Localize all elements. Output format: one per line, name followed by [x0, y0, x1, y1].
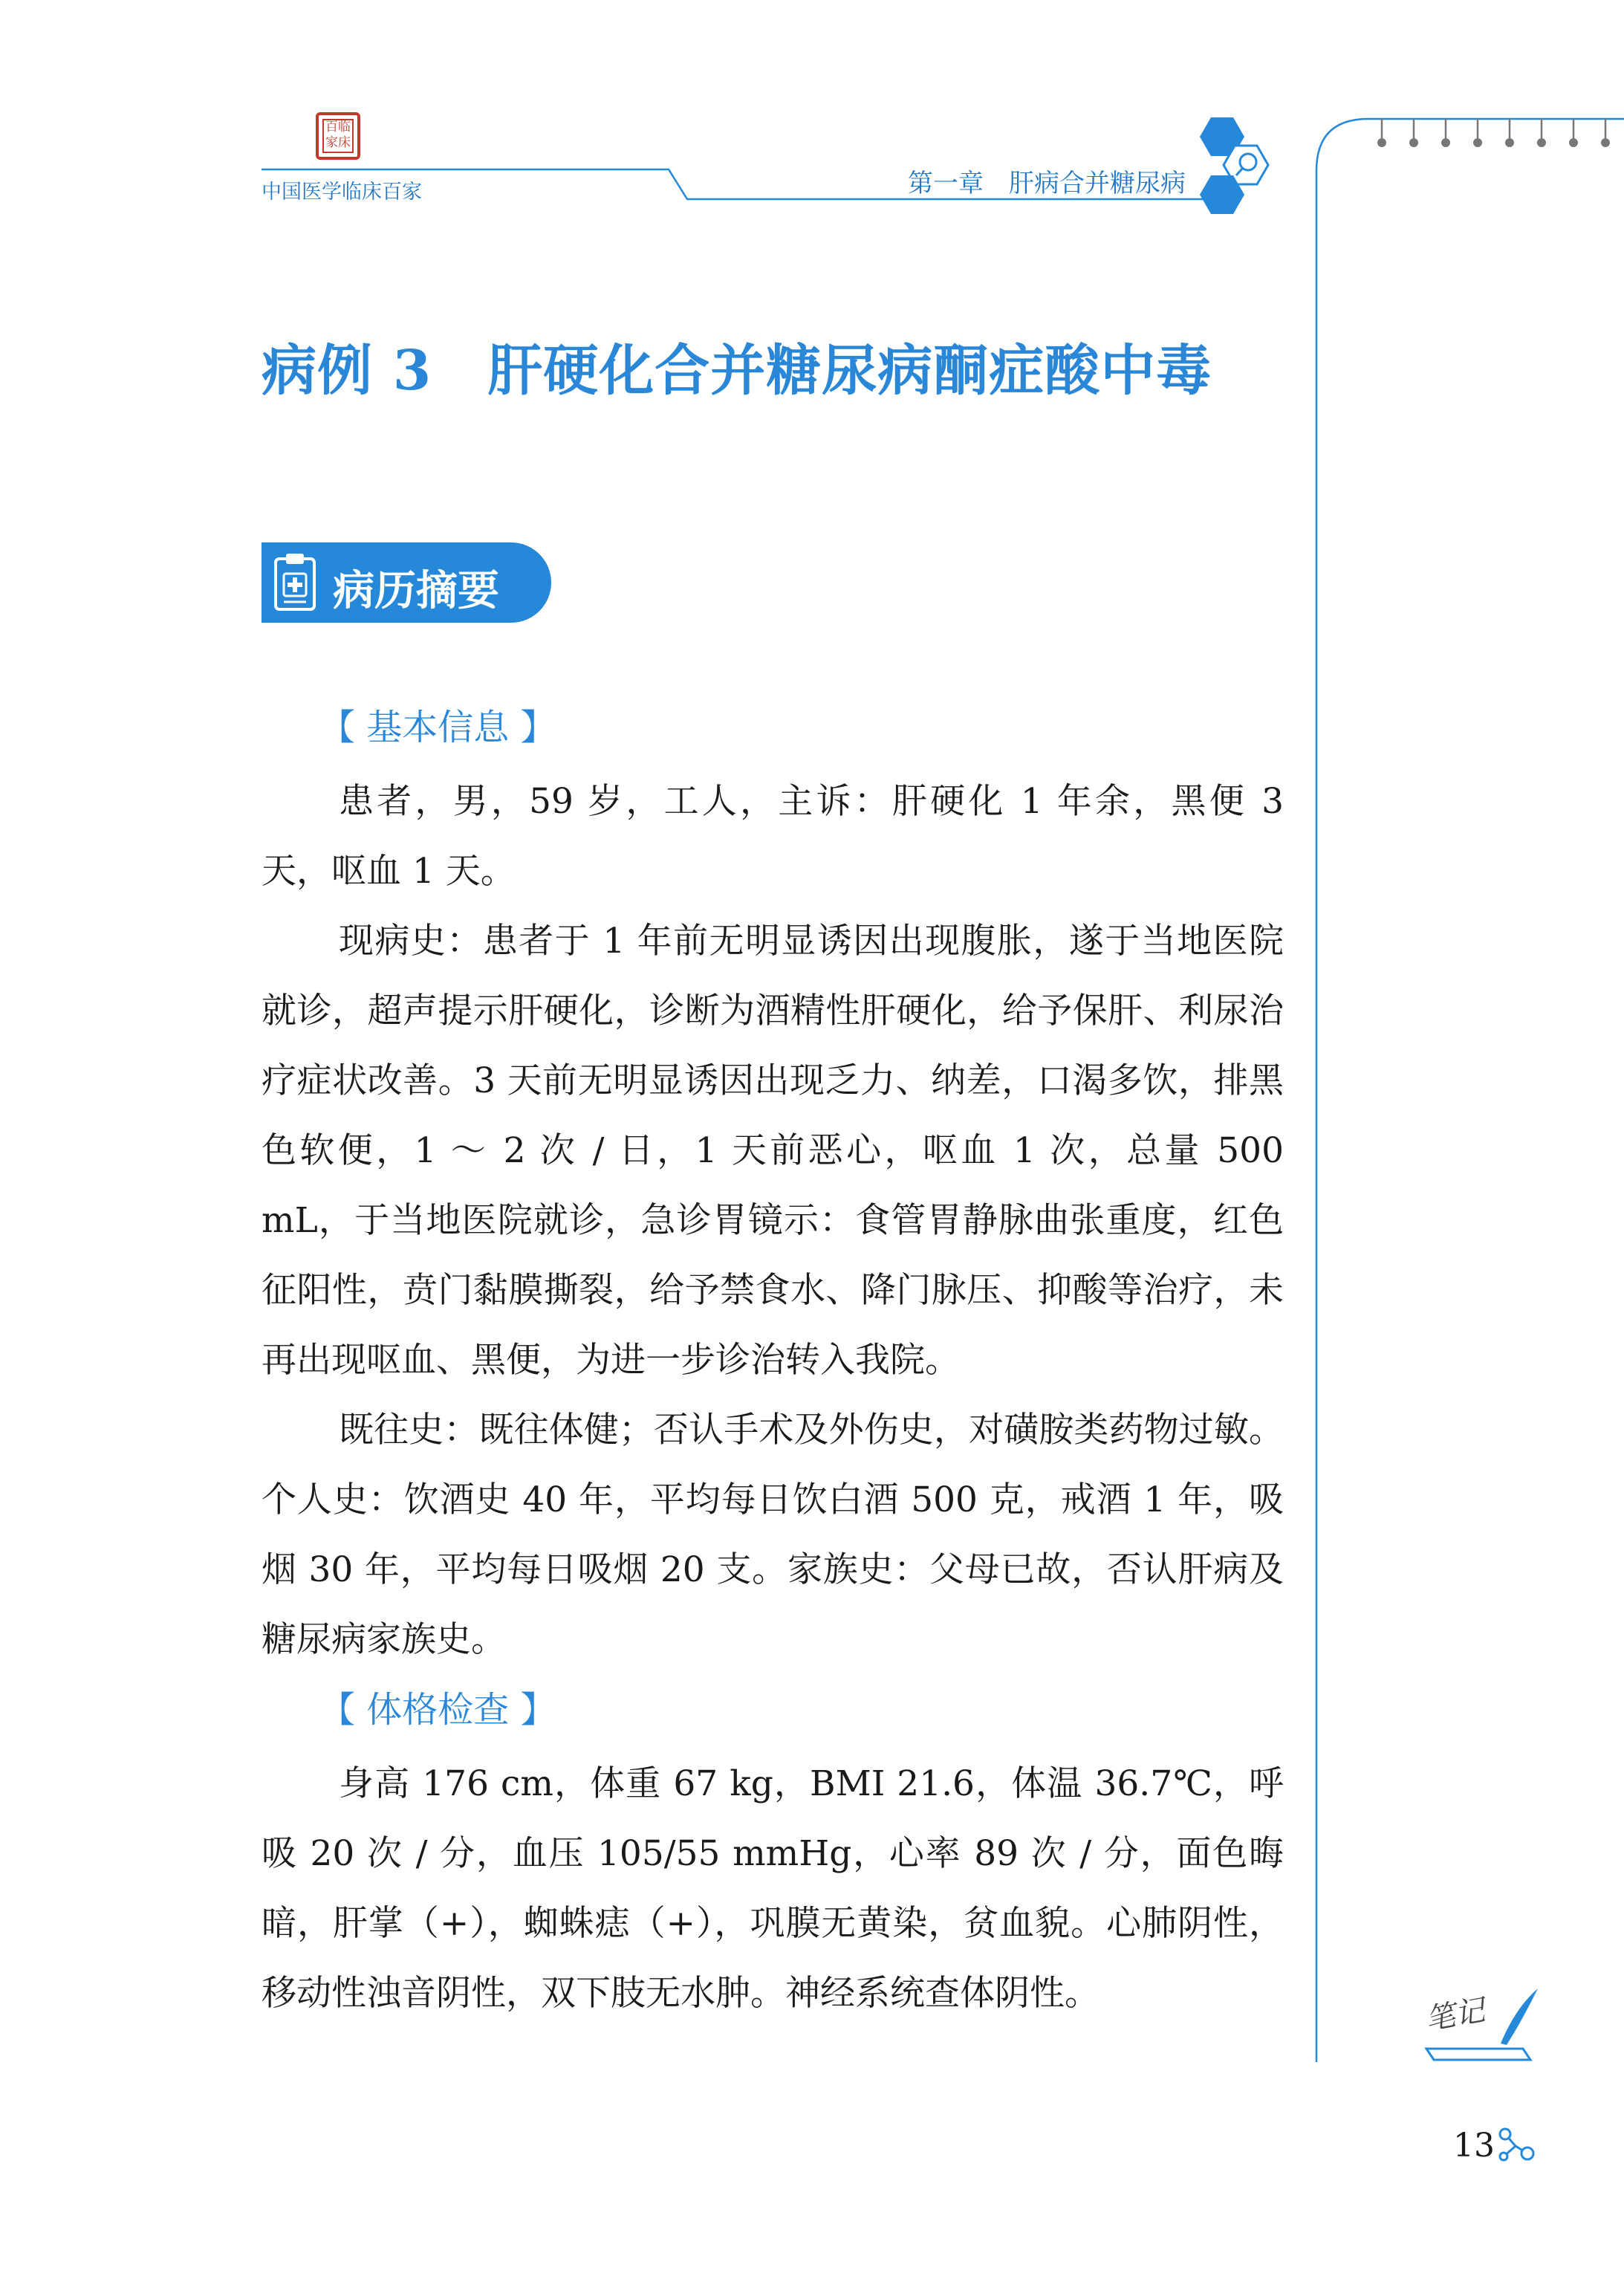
section-title: 病历摘要 — [333, 567, 499, 615]
chief-complaint-paragraph: 患者，男，59 岁，工人，主诉：肝硬化 1 年余，黑便 3 天，呕血 1 天。 — [262, 781, 1284, 892]
physical-exam-heading: 【 体格检查 】 — [319, 1689, 556, 1731]
present-illness-paragraph: 现病史：患者于 1 年前无明显诱因出现腹胀，遂于当地医院就诊，超声提示肝硬化，诊断为酒精性肝硬化，给予保肝、利尿治疗症状改善。3 天前无明显诱因出现乏力、纳差，口渴多饮，排黑色软便，1 ～ 2 次 / 日，1 天前恶心，呕血 1 次，总量 500 mL，于当地医院就诊，急诊胃镜示：食管胃静脉曲张重度，红色征阳性，贲门黏膜撕裂，给予禁食水、降门脉压、抑酸等治疗，未再出现呕血、黑便，为进一步诊治转入我院。 — [262, 921, 1284, 1381]
physical-exam-paragraph: 身高 176 cm，体重 67 kg，BMI 21.6，体温 36.7℃，呼吸 20 次 / 分，血压 105/55 mmHg，心率 89 次 / 分，面色晦暗，肝掌（+），蜘蛛痣（+），巩膜无黄染，贫血貌。心肺阴性，移动性浊音阴性，双下肢无水肿。神经系统查体阴性。 — [262, 1763, 1284, 2014]
notes-label: 笔记 — [1423, 1993, 1487, 2038]
publisher-name: 中国医学临床百家 — [262, 181, 422, 204]
share-icon — [1495, 2124, 1536, 2165]
page-number: 13 — [1453, 2127, 1495, 2165]
basic-info-body — [262, 767, 1284, 1675]
physical-exam-body — [262, 1749, 1284, 2029]
logo-text: 百临家床 — [325, 120, 351, 150]
history-paragraph: 既往史：既往体健；否认手术及外伤史，对磺胺类药物过敏。个人史：饮酒史 40 年，平均每日饮白酒 500 克，戒酒 1 年，吸烟 30 年，平均每日吸烟 20 支。家族史：父母已故，否认肝病及糖尿病家族史。 — [262, 1410, 1284, 1660]
basic-info-heading: 【 基本信息 】 — [319, 707, 556, 748]
publisher-logo — [315, 111, 361, 161]
case-title: 病例 3 肝硬化合并糖尿病酮症酸中毒 — [262, 339, 1212, 403]
notebook-margin — [1308, 104, 1624, 2073]
hexagon-search-icon — [1189, 111, 1278, 223]
chapter-title: 第一章 肝病合并糖尿病 — [908, 169, 1186, 198]
clipboard-icon — [272, 551, 318, 614]
